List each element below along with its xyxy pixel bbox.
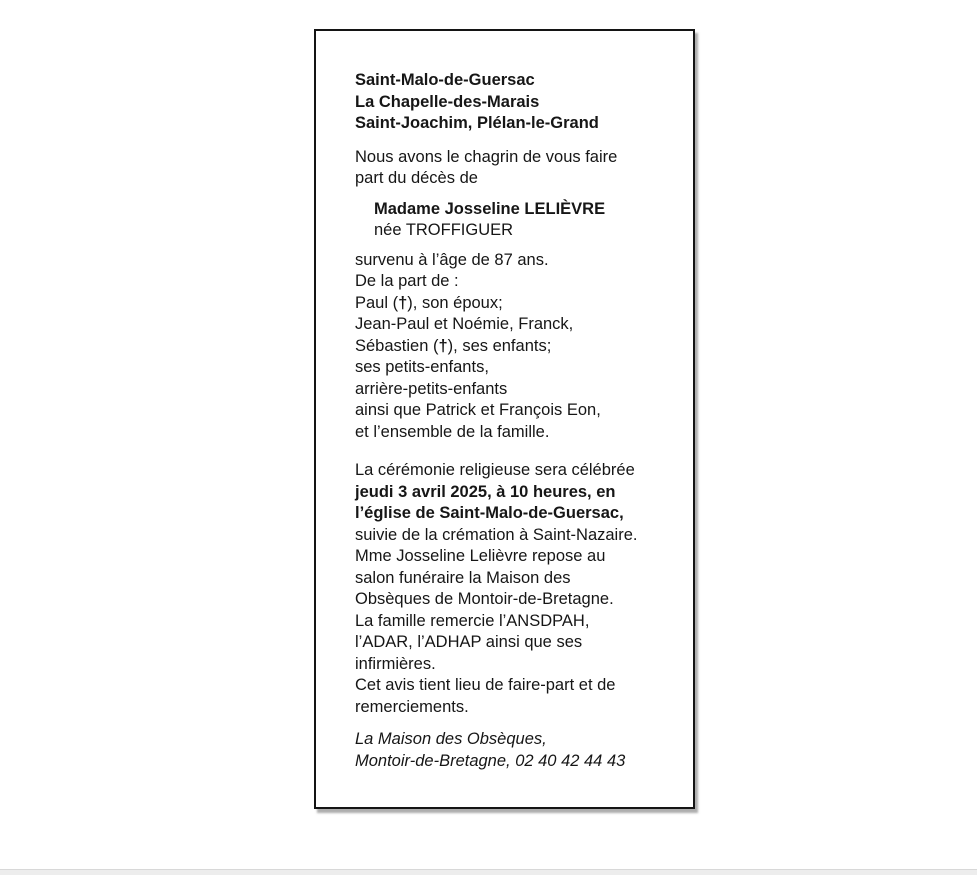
notice-block-deceased [355,199,665,242]
notice-block-intro [355,147,665,190]
notice-line [355,168,665,190]
bold-text-segment: Saint-Malo-de-Guersac [355,71,535,89]
bottom-edge-strip [0,869,977,875]
notice-line [355,697,665,719]
text-segment: remerciements. [355,697,469,716]
text-segment: ainsi que Patrick et François Eon, [355,401,601,419]
text-segment: La cérémonie religieuse sera célébrée [355,461,635,479]
text-segment: et l’ensemble de la famille. [355,422,550,441]
text-segment: née TROFFIGUER [374,221,514,239]
text-segment: suivie de la crémation à Saint-Nazaire. [355,525,638,544]
notice-body [355,70,665,772]
notice-line [355,751,665,773]
text-segment: Paul ( [355,293,399,312]
notice-line [355,589,665,611]
text-segment: Mme Josseline Lelièvre repose au [355,547,606,565]
notice-line [355,675,665,697]
bold-text-segment: † [438,336,448,355]
text-segment: Obsèques de Montoir-de-Bretagne. [355,590,614,608]
text-segment: l’ADAR, l’ADHAP ainsi que ses [355,633,583,651]
notice-line [355,314,665,336]
notice-line [355,357,665,379]
text-segment: La famille remercie l’ANSDPAH, [355,611,590,630]
text-segment: ), son époux; [407,293,503,312]
notice-line [355,460,665,482]
notice-line [374,199,665,221]
notice-line [355,147,665,169]
notice-line [355,379,665,401]
notice-line [355,113,665,135]
notice-block-signature [355,729,665,772]
notice-line [355,482,665,504]
notice-line [355,654,665,676]
notice-block-ceremony [355,460,665,718]
notice-line [355,525,665,547]
text-segment: survenu à l’âge de 87 ans. [355,250,549,269]
bold-text-segment: Madame Josseline LELIÈVRE [374,199,606,218]
text-segment: infirmières. [355,654,436,673]
notice-line [355,271,665,293]
notice-line [355,632,665,654]
text-segment: Jean-Paul et Noémie, Franck, [355,315,574,333]
notice-line [355,503,665,525]
text-segment: salon funéraire la Maison des [355,568,571,587]
notice-line [355,546,665,568]
notice-line [355,568,665,590]
notice-line [355,611,665,633]
text-segment: ), ses enfants; [447,336,552,355]
notice-line [355,400,665,422]
text-segment: arrière-petits-enfants [355,379,508,398]
notice-block-family [355,250,665,444]
bold-text-segment: † [398,293,408,312]
bold-text-segment: l’église de Saint-Malo-de-Guersac, [355,504,624,522]
text-segment: Sébastien ( [355,336,439,355]
notice-line [355,729,665,751]
text-segment: Cet avis tient lieu de faire-part et de [355,676,616,694]
italic-text-segment: Montoir-de-Bretagne, 02 40 42 44 43 [355,751,626,770]
italic-text-segment: La Maison des Obsèques, [355,730,547,748]
notice-line [355,70,665,92]
notice-line [355,422,665,444]
notice-line [355,293,665,315]
text-segment: ses petits-enfants, [355,358,489,376]
notice-line [355,92,665,114]
notice-block-communes [355,70,665,135]
death-notice-card [314,29,695,809]
bold-text-segment: Saint-Joachim, Plélan-le-Grand [355,114,599,132]
text-segment: Nous avons le chagrin de vous faire [355,147,618,166]
notice-line [374,220,665,242]
notice-line [355,336,665,358]
notice-line [355,250,665,272]
text-segment: De la part de : [355,272,459,290]
bold-text-segment: La Chapelle-des-Marais [355,92,540,111]
bold-text-segment: jeudi 3 avril 2025, à 10 heures, en [355,482,616,501]
text-segment: part du décès de [355,169,478,187]
